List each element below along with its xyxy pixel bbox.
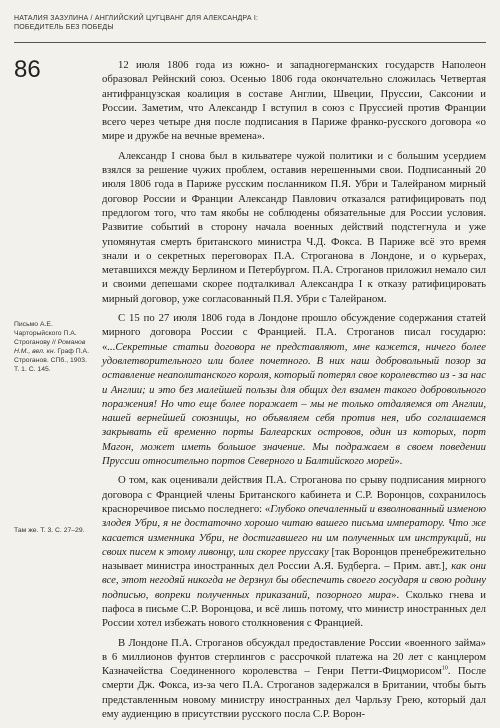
paragraph-4-c: ». Сколько гнева и пафоса в письме С.Р. Воронцова, и всё лишь потому, что министр иностранных дел России хотел избежать нового столкновения с Францией. xyxy=(102,588,486,630)
quote-vorontsov-2: как они все, этот негодяй никогда не дерзнул бы обеспечить своего государя и свою родину подписью, вопреки полученных приказаний, позорного мира xyxy=(102,560,486,601)
margin-note-1-c: Граф П.А. Строганов. СПб., 1903. Т. 1. С. 145. xyxy=(14,348,89,373)
header-line-1: НАТАЛИЯ ЗАЗУЛИНА / АНГЛИЙСКИЙ ЦУГЦВАНГ ДЛЯ АЛЕКСАНДРА I: xyxy=(14,15,259,22)
page-number: 86 xyxy=(14,56,41,83)
paragraph-5-b: . После смерти Дж. Фокса, из-за чего П.А. Строганов задержался в Британии, чтобы быть представленным новому министру иностранных дел Чарльзу Грею, который дал ему аудиенцию в присутствии русского посла С.Р. Ворон- xyxy=(102,665,486,721)
margin-note-1-a: Письмо А.Е. Чарторыйского П.А. Строганову // xyxy=(14,321,77,346)
paragraph-3-end: ». xyxy=(394,455,403,468)
paragraph-4 xyxy=(102,473,486,630)
margin-note-1 xyxy=(14,320,92,374)
running-header xyxy=(14,14,484,32)
body-text xyxy=(102,58,486,721)
paragraph-5-a: В Лондоне П.А. Строганов обсуждал предоставление России «военного займа» в 6 миллионов фунтов стерлингов с рассрочкой платежа на 20 лет с канцлером Казначейства Соединенного королевства – Генри Петти-Фицморисом xyxy=(102,636,486,678)
footnote-ref[interactable]: 10 xyxy=(441,665,448,672)
header-line-2: ПОБЕДИТЕЛЬ БЕЗ ПОБЕДЫ xyxy=(14,24,114,31)
margin-note-2: Там же. Т. 3. С. 27–29. xyxy=(14,527,85,534)
paragraph-3-intro: С 15 по 27 июля 1806 года в Лондоне прошло обсуждение содержания статей мирного договора России с Францией. П.А. Строганов писал государю: « xyxy=(102,312,486,353)
quote-vorontsov-1: Глубоко опечаленный и взволнованный изменою злодея Убри, я не достаточно хорошо читаю вашего письма императору. Что же касается изменника Убри, не достигавшего ни им полученных им инструкций, ни своих писем к этому ливонцу, или скорее пруссаку xyxy=(102,502,487,558)
paragraph-4-b: [так Воронцов пренебрежительно называет министра иностранных дел России А.Я. Будберга. – Прим. авт.], xyxy=(102,545,486,573)
margin-note-1-b: Романов Н.М., вел. кн. xyxy=(14,339,86,355)
paragraph-5 xyxy=(102,636,486,722)
header-divider xyxy=(14,42,486,43)
quote-stroganov: ...Секретные статьи договора не представляют, мне кажется, ничего более удовлетворительного или более почетного. В них наш добровольный позор за оставление неаполитанского короля, который потерял свое королевство из - за нас и Англии; и это без малейшей пользы для общих дел взамен такого добровольного поражения! Но что еще более поражает – мы не только отдаляемся от Англии, нашей вернейшей союзницы, но объявляем себя против нея, ибо соглашаемся закрывать ей временно порты Балеарских островов, один из которых, порт Магон, может иметь большое значение. Мы подражаем в своем поведении Пруссии относительно портов Северного и Балтийского морей xyxy=(102,340,486,468)
paragraph-1: 12 июля 1806 года из южно- и западногерманских государств Наполеон образовал Рейнский союз. Осенью 1806 года окончательно сложилась Четвертая антифранцузская коалиция в составе Англии, Швеции, Пруссии, Саксонии и России. Заметим, что Александр I вступил в союз с Пруссией против Франции всего через четыре дня после подписания в Париже франко-русского договора «о мире и дружбе на вечные времена». xyxy=(102,59,486,143)
paragraph-3 xyxy=(102,311,486,468)
paragraph-2: Александр I снова был в кильватере чужой политики и с большим усердием взялся за решение чужих проблем, оставив нерешенными свои. Подписанный 20 июля 1806 года в Париже русским посланником П.Я. Убри и Талейраном мирный договор России и Франции Александр Павлович отказался ратифицировать под предлогом того, что там якобы не соблюдены обязательные для России условия. Развитие событий в сторону начала военных действий подстегнула и уже упомянутая смерть британского министра Ч.Д. Фокса. В Париже всё это время знали и о секретных переговорах П.А. Строганова в Лондоне, и о курьерах, метавшихся между Берлином и Петербургом. П.А. Строганов приложил немало сил и своими депешами скорее подталкивал Александра I к отказу ратифицировать мирный договор, уже согласованный П.Я. Убри с Талейраном. xyxy=(102,149,486,305)
paragraph-4-a: О том, как оценивали действия П.А. Строганова по срыву подписания мирного договора с Францией члены Британского кабинета и С.Р. Воронцов, сохранилось красноречивое письмо последнего: « xyxy=(102,474,486,515)
